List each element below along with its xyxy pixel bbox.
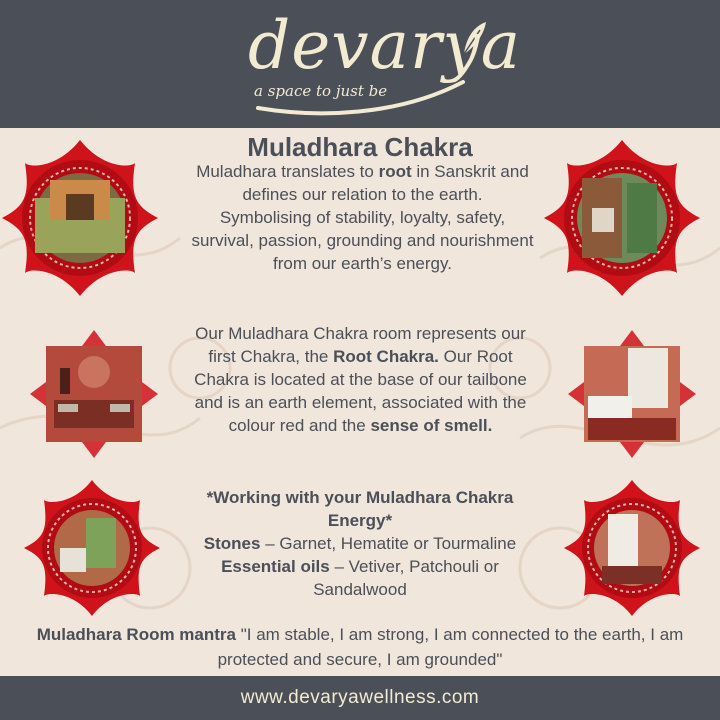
stones-label: Stones [203, 534, 261, 553]
intro-paragraph [160, 160, 565, 275]
stones-line: Stones – Garnet, Hematite or Tourmaline [203, 534, 517, 553]
header-bar [0, 0, 720, 128]
room-photo-curtains-icon[interactable] [562, 478, 702, 618]
mantra-text: "I am stable, I am strong, I am connected to the earth, I am protected and secure, I am grounded" [217, 625, 684, 669]
oils-line: Essential oils – Vetiver, Patchouli or [221, 557, 499, 576]
working-section [160, 486, 560, 601]
room-photo-bed-icon[interactable] [566, 328, 698, 460]
page-title: Muladhara Chakra [247, 132, 473, 162]
working-heading-2: Energy* [327, 511, 393, 530]
room-line-2: first Chakra, the Root Chakra. Our Root [208, 347, 513, 366]
brand-name: devarya [248, 7, 522, 84]
devarya-logo[interactable] [248, 6, 522, 122]
room-paragraph [158, 322, 563, 437]
room-line-4: and is an earth element, associated with the [194, 393, 527, 412]
website-link[interactable]: www.devaryawellness.com [240, 687, 480, 708]
root-chakra-keyword: Root Chakra. [333, 347, 439, 366]
oils-line-2: Sandalwood [313, 580, 407, 599]
sense-of-smell-keyword: sense of smell. [370, 416, 493, 435]
intro-line-1: Muladhara translates to root in Sanskrit and [196, 162, 529, 181]
intro-line-2: defines our relation to the earth. [242, 185, 483, 204]
room-line-1: Our Muladhara Chakra room represents our [195, 324, 526, 343]
intro-line-4: survival, passion, grounding and nourishment [191, 231, 534, 250]
intro-line-3: Symbolising of stability, loyalty, safety, [219, 208, 506, 227]
root-keyword: root [378, 162, 412, 181]
oils-label: Essential oils [221, 557, 330, 576]
room-photo-dresser-icon[interactable] [28, 328, 160, 460]
room-photo-veranda-icon[interactable] [0, 138, 160, 298]
intro-line-5: from our earth’s energy. [273, 254, 452, 273]
room-photo-window-icon[interactable] [22, 478, 162, 618]
main-content [0, 128, 720, 676]
working-heading-1: *Working with your Muladhara Chakra [206, 488, 514, 507]
mantra-label: Muladhara Room mantra [36, 625, 236, 644]
footer-bar [0, 676, 720, 720]
room-line-5: colour red and the sense of smell. [228, 416, 493, 435]
room-line-3: Chakra is located at the base of our tailbone [194, 370, 527, 389]
brand-tagline: a space to just be [254, 82, 388, 100]
room-photo-doorway-icon[interactable] [542, 138, 702, 298]
mantra-paragraph [8, 622, 712, 672]
